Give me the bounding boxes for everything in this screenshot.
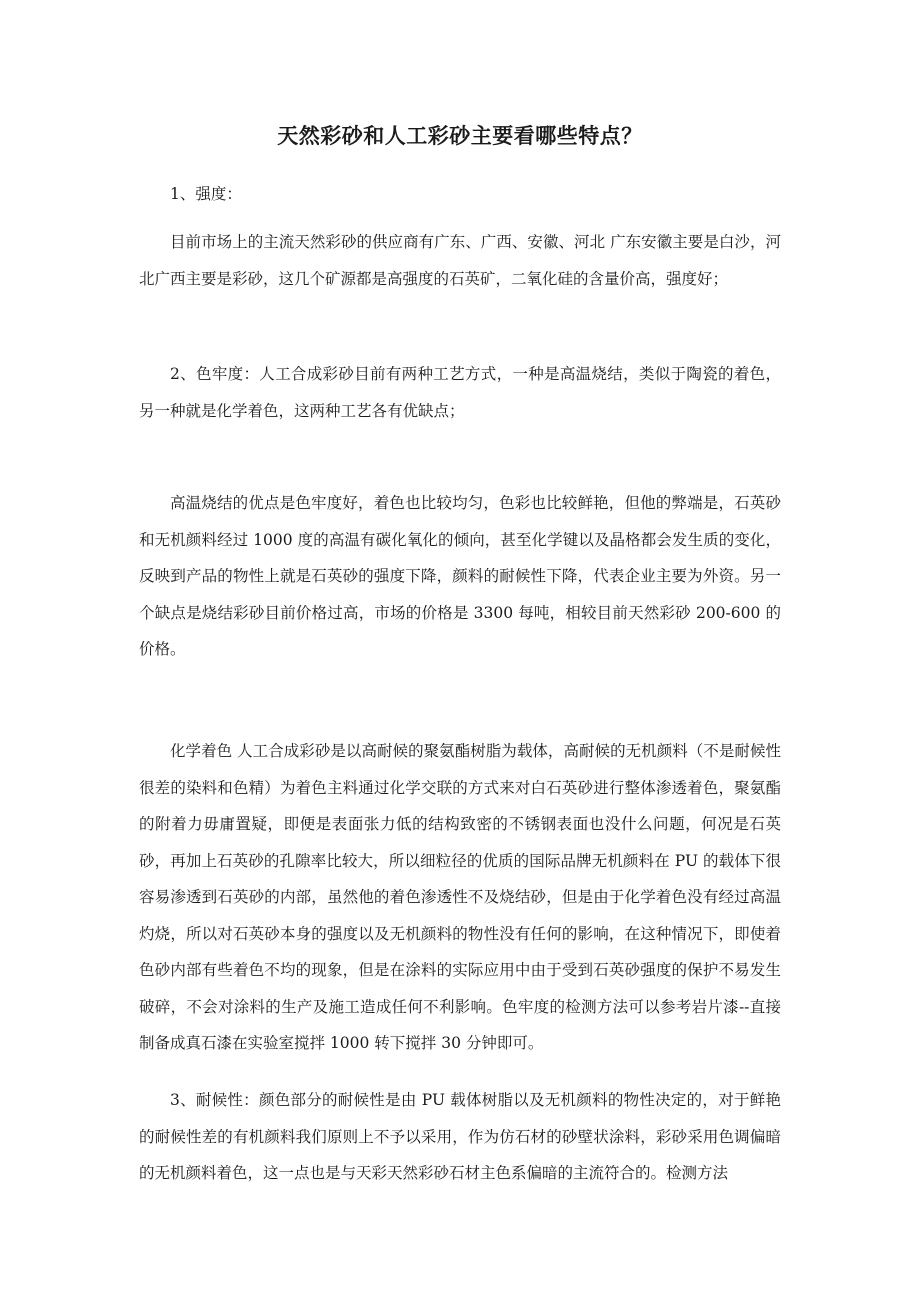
paragraph-weather-resistance: 3、耐候性：颜色部分的耐候性是由 PU 载体树脂以及无机颜料的物性决定的，对于鲜艳的耐候性差的有机颜料我们原则上不予以采用，作为仿石材的砂壁状涂料，彩砂采用色调偏暗的无机颜料着色，这一点也是与天彩天然彩砂石材主色系偏暗的主流符合的。检测方法 <box>139 1091 781 1182</box>
document-title: 天然彩砂和人工彩砂主要看哪些特点？ <box>277 123 643 148</box>
paragraph-strength-heading: 1、强度： <box>170 185 242 203</box>
paragraph-color-fastness: 2、色牢度：人工合成彩砂目前有两种工艺方式，一种是高温烧结，类似于陶瓷的着色，另一种就是化学着色，这两种工艺各有优缺点； <box>139 365 781 420</box>
paragraph-natural-sand-suppliers: 目前市场上的主流天然彩砂的供应商有广东、广西、安徽、河北 广东安徽主要是白沙，河北广西主要是彩砂，这几个矿源都是高强度的石英矿，二氧化硅的含量价高，强度好； <box>139 233 781 288</box>
paragraph-high-temperature-sintering: 高温烧结的优点是色牢度好，着色也比较均匀，色彩也比较鲜艳，但他的弊端是，石英砂和无机颜料经过 1000 度的高温有碳化氧化的倾向，甚至化学键以及晶格都会发生质的变化，反映到产品的物性上就是石英砂的强度下降，颜料的耐候性下降，代表企业主要为外资。另一个缺点是烧结彩砂目前价格过高，市场的价格是 3300 每吨，相较目前天然彩砂 200-600 的价格。 <box>139 494 781 658</box>
paragraph-chemical-coloring: 化学着色 人工合成彩砂是以高耐候的聚氨酯树脂为载体，高耐候的无机颜料（不是耐候性很差的染料和色精）为着色主料通过化学交联的方式来对白石英砂进行整体渗透着色，聚氨酯的附着力毋庸置疑，即便是表面张力低的结构致密的不锈钢表面也没什么问题，何况是石英砂，再加上石英砂的孔隙率比较大，所以细粒径的优质的国际品牌无机颜料在 PU 的载体下很容易渗透到石英砂的内部，虽然他的着色渗透性不及烧结砂，但是由于化学着色没有经过高温灼烧，所以对石英砂本身的强度以及无机颜料的物性没有任何的影响，在这种情况下，即使着色砂内部有些着色不均的现象，但是在涂料的实际应用中由于受到石英砂强度的保护不易发生破碎，不会对涂料的生产及施工造成任何不利影响。色牢度的检测方法可以参考岩片漆--直接制备成真石漆在实验室搅拌 1000 转下搅拌 30 分钟即可。 <box>139 742 781 1052</box>
